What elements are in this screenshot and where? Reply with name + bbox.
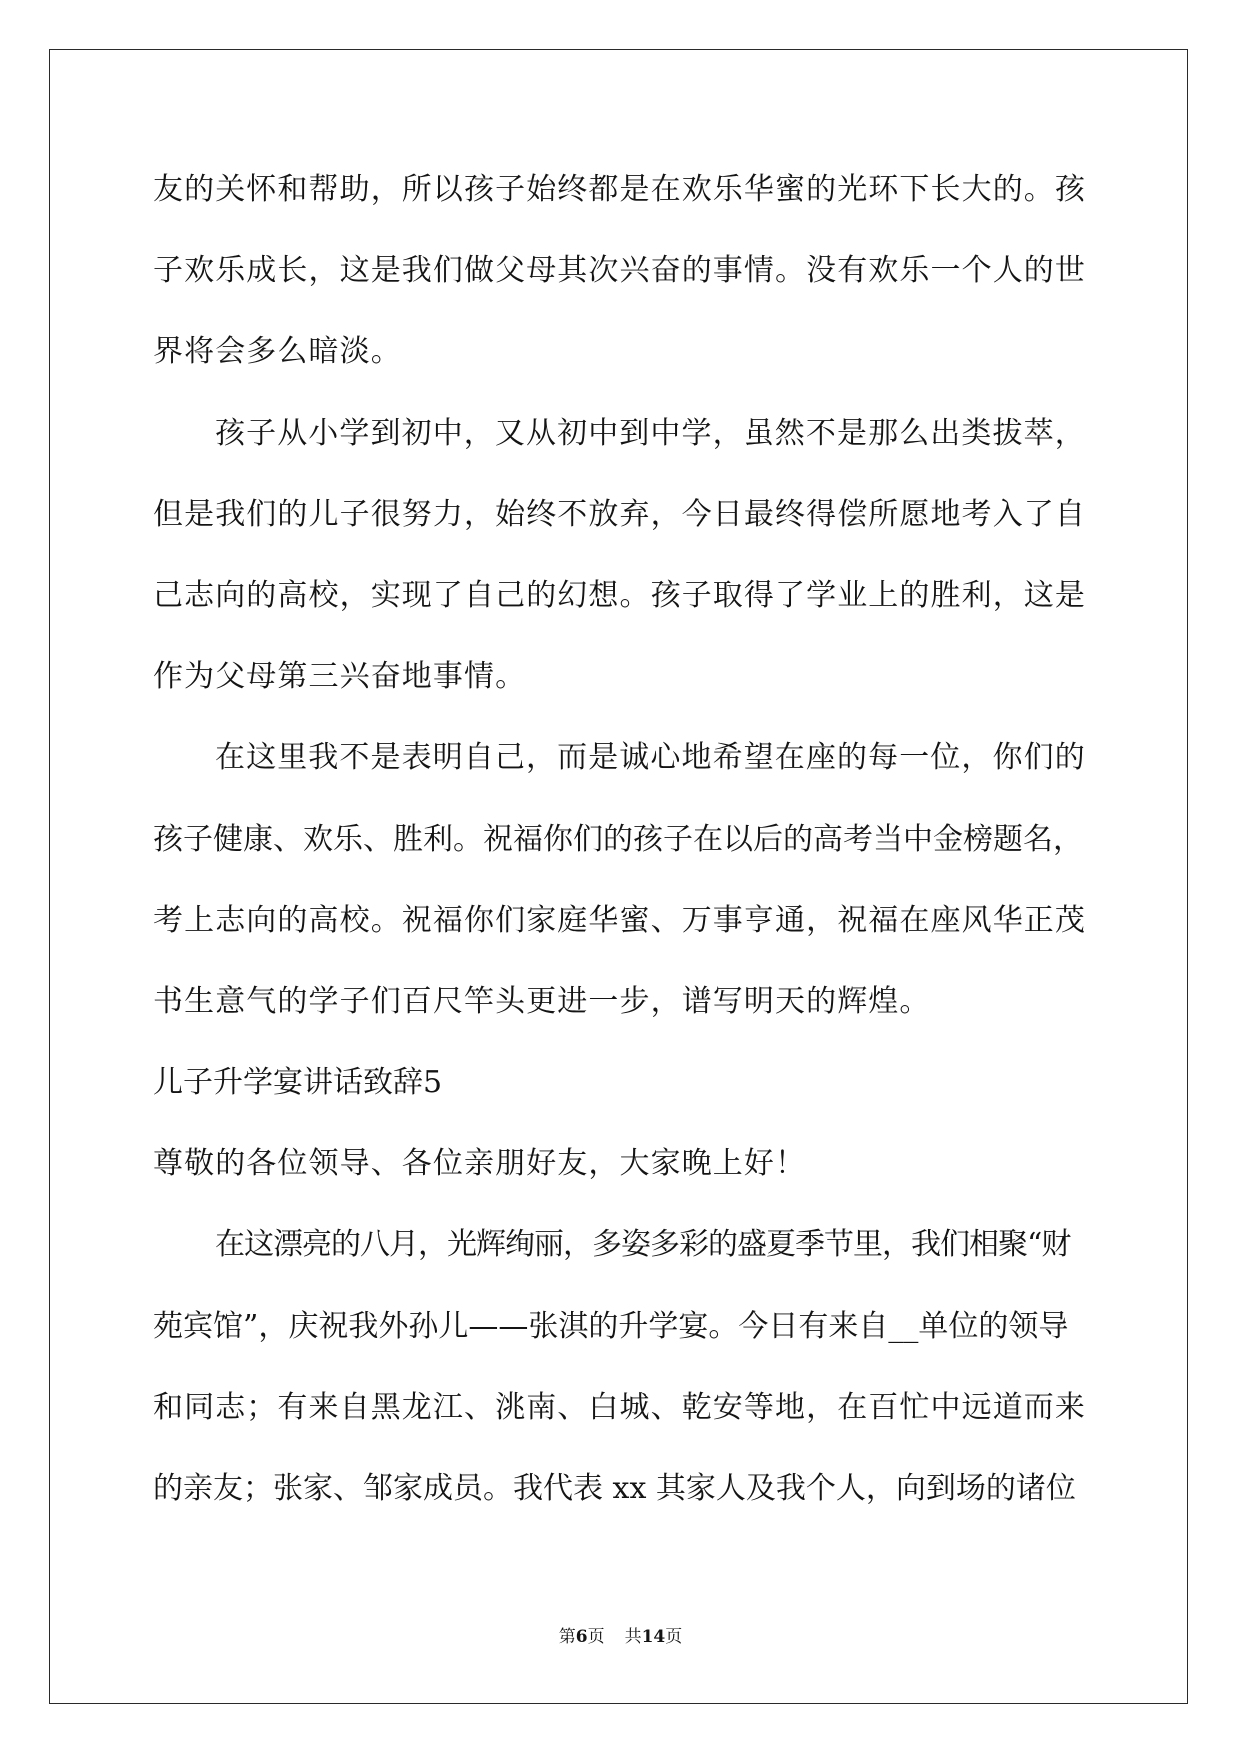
document-body <box>153 149 1087 1529</box>
salutation-line: 尊敬的各位领导、各位亲朋好友，大家晚上好！ <box>153 1146 807 1182</box>
paragraph-line: 孩子从小学到初中，又从初中到中学，虽然不是那么出类拔萃， <box>215 415 1086 451</box>
paragraph-line: 苑宾馆”，庆祝我外孙儿——张淇的升学宴。今日有来自__单位的领导 <box>153 1308 1069 1344</box>
total-pages: 14 <box>641 1627 666 1647</box>
total-label-prefix: 共 <box>624 1627 642 1647</box>
paragraph-line: 在这漂亮的八月，光辉绚丽，多姿多彩的盛夏季节里，我们相聚“财 <box>215 1227 1071 1263</box>
paragraph-line: 但是我们的儿子很努力，始终不放弃，今日最终得偿所愿地考入了自 <box>153 496 1086 532</box>
paragraph-line: 作为父母第三兴奋地事情。 <box>153 659 527 695</box>
paragraph-line: 和同志；有来自黑龙江、洮南、白城、乾安等地，在百忙中远道而来 <box>153 1389 1086 1425</box>
paragraph-line: 界将会多么暗淡。 <box>153 334 402 370</box>
total-label-suffix: 页 <box>665 1627 683 1647</box>
paragraph-line: 子欢乐成长，这是我们做父母其次兴奋的事情。没有欢乐一个人的世 <box>153 253 1086 289</box>
paragraph-line: 友的关怀和帮助，所以孩子始终都是在欢乐华蜜的光环下长大的。孩 <box>153 172 1086 207</box>
paragraph-line: 书生意气的学子们百尺竿头更进一步，谱写明天的辉煌。 <box>153 983 931 1019</box>
paragraph-line: 己志向的高校，实现了自己的幻想。孩子取得了学业上的胜利，这是 <box>153 577 1086 613</box>
page-label-prefix: 第 <box>558 1627 576 1647</box>
paragraph-line: 在这里我不是表明自己，而是诚心地希望在座的每一位，你们的 <box>215 740 1086 776</box>
paragraph-line: 考上志向的高校。祝福你们家庭华蜜、万事亨通，祝福在座风华正茂 <box>153 902 1086 938</box>
page-footer <box>0 1624 1241 1650</box>
page-number: 6 <box>575 1627 588 1647</box>
paragraph-line: 孩子健康、欢乐、胜利。祝福你们的孩子在以后的高考当中金榜题名， <box>153 821 1083 857</box>
section-heading: 儿子升学宴讲话致辞5 <box>153 1065 443 1101</box>
page-label-suffix: 页 <box>587 1627 605 1647</box>
paragraph-line: 的亲友；张家、邹家成员。我代表 xx 其家人及我个人，向到场的诸位 <box>153 1471 1076 1506</box>
